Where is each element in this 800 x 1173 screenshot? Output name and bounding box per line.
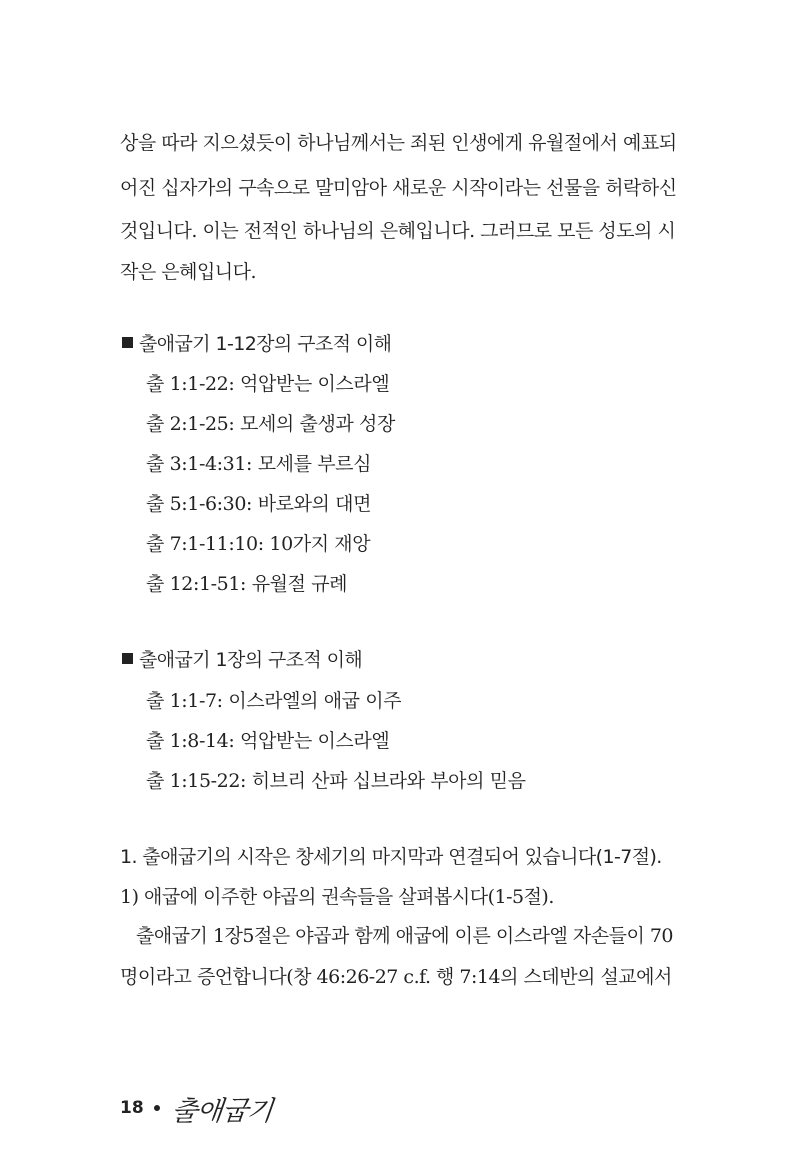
- running-title: 출애굽기: [169, 1095, 274, 1127]
- page-number: 18: [120, 1098, 144, 1118]
- outline-item: 출 1:15-22: 히브리 산파 십브라와 부아의 믿음: [146, 770, 526, 792]
- outline-item: 출 12:1-51: 유월절 규례: [146, 573, 348, 595]
- outline-heading-text: 출애굽기 1장의 구조적 이해: [139, 649, 363, 671]
- outline-item: 출 1:1-7: 이스라엘의 애굽 이주: [146, 690, 402, 712]
- paragraph-line: 명이라고 증언합니다(창 46:26-27 c.f. 행 7:14의 스데반의 설교에서: [120, 966, 672, 988]
- section-subtitle: 1) 애굽에 이주한 야곱의 권속들을 살펴봅시다(1-5절).: [120, 886, 554, 908]
- section-title: 1. 출애굽기의 시작은 창세기의 마지막과 연결되어 있습니다(1-7절).: [120, 846, 662, 868]
- outline-item: 출 7:1-11:10: 10가지 재앙: [146, 533, 371, 555]
- paragraph-line: 작은 은혜입니다.: [120, 261, 257, 283]
- page-footer: [120, 1088, 272, 1128]
- paragraph-line: 출애굽기 1장5절은 야곱과 함께 애굽에 이른 이스라엘 자손들이 70: [136, 925, 674, 947]
- outline-heading: [122, 645, 362, 672]
- outline-item: 출 5:1-6:30: 바로와의 대면: [146, 493, 372, 515]
- square-bullet-icon: [122, 653, 133, 664]
- outline-item: 출 2:1-25: 모세의 출생과 성장: [146, 413, 395, 435]
- paragraph-line: 상을 따라 지으셨듯이 하나님께서는 죄된 인생에게 유월절에서 예표되: [120, 132, 677, 154]
- separator-dot-icon: [154, 1105, 160, 1111]
- outline-heading: [122, 329, 391, 356]
- paragraph-line: 것입니다. 이는 전적인 하나님의 은혜입니다. 그러므로 모든 성도의 시: [120, 220, 676, 242]
- outline-item: 출 3:1-4:31: 모세를 부르심: [146, 453, 372, 475]
- paragraph-line: 어진 십자가의 구속으로 말미암아 새로운 시작이라는 선물을 허락하신: [120, 177, 677, 199]
- outline-heading-text: 출애굽기 1-12장의 구조적 이해: [139, 333, 392, 355]
- outline-item: 출 1:8-14: 억압받는 이스라엘: [146, 730, 390, 752]
- outline-item: 출 1:1-22: 억압받는 이스라엘: [146, 373, 390, 395]
- square-bullet-icon: [122, 337, 133, 348]
